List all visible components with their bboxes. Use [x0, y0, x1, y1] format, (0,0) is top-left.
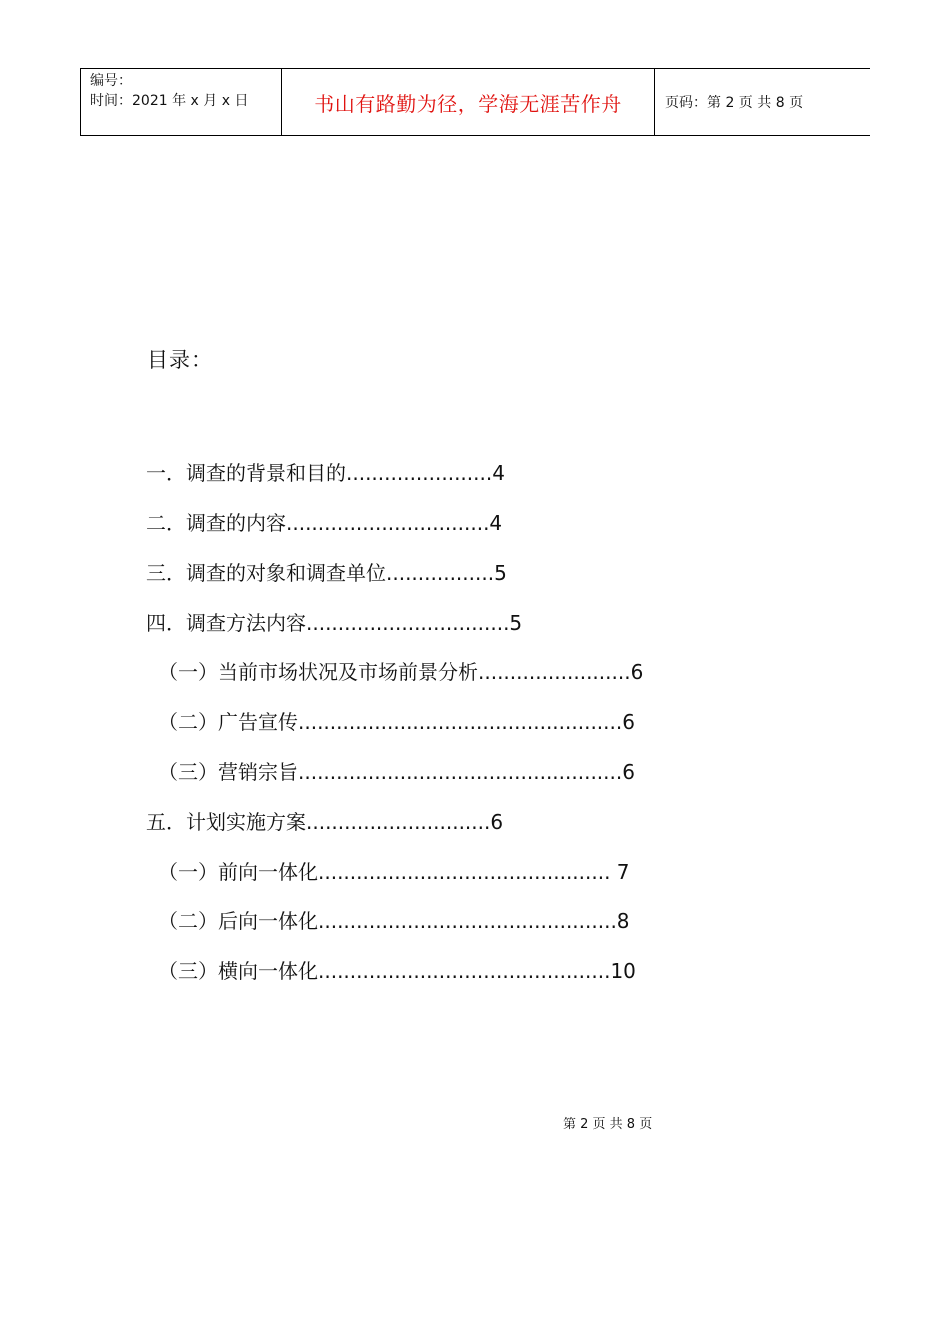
toc-entry[interactable]: 三．调查的对象和调查单位.................5 [146, 561, 507, 585]
header-motto: 书山有路勤为径，学海无涯苦作舟 [314, 91, 622, 116]
toc-entry[interactable]: （三）横向一体化..............................................10 [158, 959, 636, 983]
toc-entry[interactable]: 五．计划实施方案.............................6 [146, 810, 504, 834]
toc-title: 目录： [147, 348, 213, 372]
toc-entry[interactable]: （一）前向一体化.............................................. 7 [158, 860, 630, 884]
page-footer: 第 2 页 共 8 页 [563, 1117, 653, 1132]
toc-entry[interactable]: （一）当前市场状况及市场前景分析........................6 [158, 660, 644, 684]
toc-entry[interactable]: （二）后向一体化...............................................8 [158, 909, 630, 933]
document-number-label: 编号： [90, 73, 132, 89]
page-header [80, 68, 870, 136]
header-page-cell [655, 69, 871, 135]
toc-entry[interactable]: （三）营销宗旨...................................................6 [158, 760, 635, 784]
header-page-info: 页码：第 2 页 共 8 页 [665, 95, 804, 111]
document-date: 时间：2021 年 x 月 x 日 [90, 93, 249, 109]
toc-entry[interactable]: 一．调查的背景和目的.......................4 [146, 461, 505, 485]
header-motto-cell [282, 69, 655, 135]
toc-entry[interactable]: 四．调查方法内容................................5 [146, 611, 523, 635]
toc-entry[interactable]: （二）广告宣传...................................................6 [158, 710, 635, 734]
toc-entry[interactable]: 二．调查的内容................................4 [146, 511, 503, 535]
header-meta-cell [81, 69, 282, 135]
